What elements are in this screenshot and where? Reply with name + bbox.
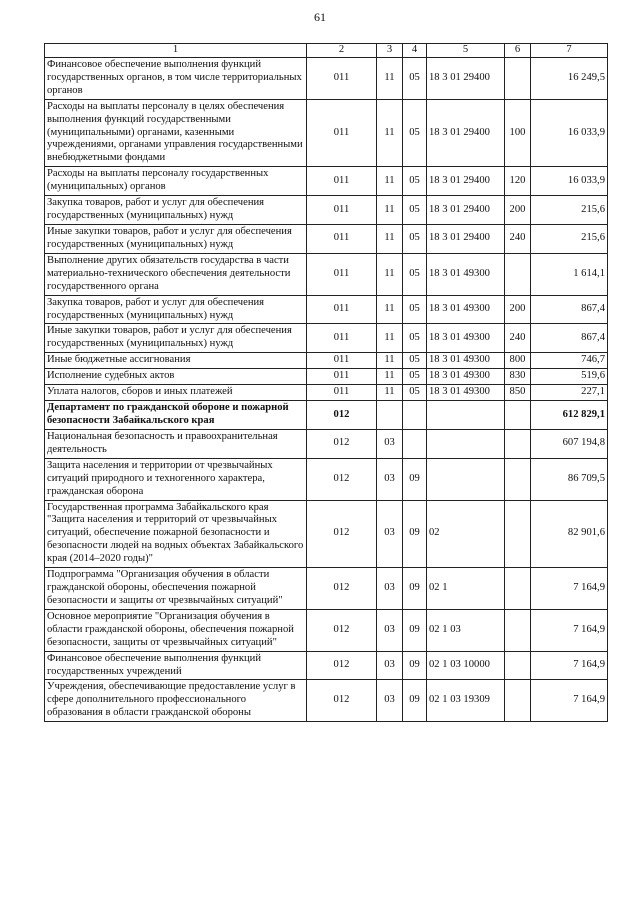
expense-name: Расходы на выплаты персоналу государственных (муниципальных) органов [45,167,307,196]
table-row [45,224,608,253]
target-article-code: 18 3 01 49300 [427,295,505,324]
table-row [45,651,608,680]
budget-table [44,43,608,722]
subsection-code: 09 [403,500,427,568]
target-article-code: 18 3 01 29400 [427,224,505,253]
amount: 215,6 [531,224,608,253]
expense-type-code [505,458,531,500]
expense-name: Основное мероприятие "Организация обучения в области гражданской обороны, обеспечения пожарной безопасности, защиты от чрезвычайных ситуаций" [45,609,307,651]
ministry-code: 012 [307,568,377,610]
section-code: 11 [377,353,403,369]
section-code: 03 [377,609,403,651]
subsection-code: 09 [403,609,427,651]
expense-name: Финансовое обеспечение выполнения функций государственных органов, в том числе территориальных органов [45,57,307,99]
table-row [45,253,608,295]
section-code: 11 [377,57,403,99]
expense-type-code [505,57,531,99]
header-col-2: 2 [307,44,377,58]
section-code: 11 [377,253,403,295]
ministry-code: 011 [307,295,377,324]
section-code: 03 [377,651,403,680]
target-article-code [427,458,505,500]
table-body [45,57,608,721]
subsection-code: 05 [403,295,427,324]
ministry-code: 012 [307,651,377,680]
expense-name: Расходы на выплаты персоналу в целях обеспечения выполнения функций государственными (муниципальными) органами, казенными учреждениями, органами управления государственными внебюджетными фондами [45,99,307,167]
table-row [45,680,608,722]
header-col-5: 5 [427,44,505,58]
expense-type-code: 830 [505,369,531,385]
header-col-6: 6 [505,44,531,58]
target-article-code: 18 3 01 29400 [427,57,505,99]
ministry-code: 011 [307,253,377,295]
expense-name: Учреждения, обеспечивающие предоставление услуг в сфере дополнительного профессионального образования в области гражданской обороны [45,680,307,722]
target-article-code: 02 1 03 10000 [427,651,505,680]
expense-name: Иные закупки товаров, работ и услуг для обеспечения государственных (муниципальных) нужд [45,324,307,353]
subsection-code: 05 [403,167,427,196]
expense-type-code: 240 [505,224,531,253]
table-row [45,609,608,651]
ministry-code: 011 [307,324,377,353]
expense-type-code: 120 [505,167,531,196]
subsection-code: 05 [403,196,427,225]
expense-type-code [505,680,531,722]
table-row [45,369,608,385]
section-code: 11 [377,99,403,167]
subsection-code: 05 [403,99,427,167]
table-row [45,458,608,500]
table-row [45,401,608,430]
section-code: 11 [377,385,403,401]
expense-type-code [505,429,531,458]
ministry-code: 012 [307,458,377,500]
subsection-code: 05 [403,385,427,401]
expense-name: Национальная безопасность и правоохранительная деятельность [45,429,307,458]
subsection-code: 05 [403,369,427,385]
expense-name: Департамент по гражданской обороне и пожарной безопасности Забайкальского края [45,401,307,430]
subsection-code [403,401,427,430]
table-row [45,295,608,324]
expense-name: Исполнение судебных актов [45,369,307,385]
table-row [45,196,608,225]
section-code [377,401,403,430]
expense-name: Финансовое обеспечение выполнения функций государственных учреждений [45,651,307,680]
target-article-code: 02 1 [427,568,505,610]
amount: 1 614,1 [531,253,608,295]
table-row [45,167,608,196]
expense-type-code: 100 [505,99,531,167]
expense-name: Государственная программа Забайкальского края "Защита населения и территорий от чрезвычайных ситуаций, обеспечение пожарной безопасности и безопасности людей на водных объектах Забайкальского края (2014–2020 годы)" [45,500,307,568]
header-col-4: 4 [403,44,427,58]
ministry-code: 011 [307,167,377,196]
ministry-code: 011 [307,224,377,253]
table-row [45,429,608,458]
target-article-code: 18 3 01 49300 [427,324,505,353]
ministry-code: 011 [307,353,377,369]
amount: 7 164,9 [531,609,608,651]
ministry-code: 011 [307,196,377,225]
header-col-3: 3 [377,44,403,58]
target-article-code: 02 [427,500,505,568]
target-article-code: 18 3 01 49300 [427,353,505,369]
amount: 867,4 [531,324,608,353]
target-article-code: 02 1 03 [427,609,505,651]
ministry-code: 011 [307,99,377,167]
section-code: 03 [377,680,403,722]
ministry-code: 011 [307,57,377,99]
table-row [45,500,608,568]
subsection-code: 05 [403,353,427,369]
table-row [45,324,608,353]
expense-type-code [505,401,531,430]
expense-name: Закупка товаров, работ и услуг для обеспечения государственных (муниципальных) нужд [45,196,307,225]
section-code: 11 [377,167,403,196]
target-article-code: 18 3 01 29400 [427,167,505,196]
target-article-code: 18 3 01 49300 [427,385,505,401]
target-article-code: 18 3 01 29400 [427,99,505,167]
expense-name: Выполнение других обязательств государства в части материально-технического обеспечения деятельности государственного органа [45,253,307,295]
amount: 607 194,8 [531,429,608,458]
subsection-code: 05 [403,224,427,253]
expense-type-code: 800 [505,353,531,369]
amount: 746,7 [531,353,608,369]
subsection-code: 05 [403,57,427,99]
expense-type-code: 850 [505,385,531,401]
target-article-code: 02 1 03 19309 [427,680,505,722]
expense-type-code: 200 [505,196,531,225]
ministry-code: 011 [307,369,377,385]
expense-type-code [505,253,531,295]
ministry-code: 012 [307,609,377,651]
subsection-code: 05 [403,253,427,295]
header-col-7: 7 [531,44,608,58]
amount: 86 709,5 [531,458,608,500]
expense-type-code [505,568,531,610]
amount: 227,1 [531,385,608,401]
amount: 16 033,9 [531,167,608,196]
table-row [45,57,608,99]
target-article-code: 18 3 01 49300 [427,369,505,385]
amount: 16 249,5 [531,57,608,99]
table-row [45,385,608,401]
expense-name: Иные бюджетные ассигнования [45,353,307,369]
expense-name: Уплата налогов, сборов и иных платежей [45,385,307,401]
header-row [45,44,608,58]
target-article-code: 18 3 01 29400 [427,196,505,225]
subsection-code: 09 [403,458,427,500]
amount: 612 829,1 [531,401,608,430]
amount: 7 164,9 [531,568,608,610]
amount: 7 164,9 [531,680,608,722]
expense-name: Защита населения и территории от чрезвычайных ситуаций природного и техногенного характера, гражданская оборона [45,458,307,500]
ministry-code: 012 [307,680,377,722]
amount: 7 164,9 [531,651,608,680]
subsection-code: 05 [403,324,427,353]
ministry-code: 011 [307,385,377,401]
expense-type-code [505,500,531,568]
expense-type-code: 200 [505,295,531,324]
target-article-code [427,429,505,458]
amount: 82 901,6 [531,500,608,568]
expense-name: Закупка товаров, работ и услуг для обеспечения государственных (муниципальных) нужд [45,295,307,324]
subsection-code [403,429,427,458]
amount: 867,4 [531,295,608,324]
target-article-code [427,401,505,430]
target-article-code: 18 3 01 49300 [427,253,505,295]
amount: 519,6 [531,369,608,385]
section-code: 11 [377,196,403,225]
ministry-code: 012 [307,429,377,458]
section-code: 03 [377,500,403,568]
expense-name: Иные закупки товаров, работ и услуг для обеспечения государственных (муниципальных) нужд [45,224,307,253]
ministry-code: 012 [307,401,377,430]
section-code: 03 [377,568,403,610]
section-code: 03 [377,458,403,500]
table-row [45,99,608,167]
header-col-1: 1 [45,44,307,58]
table-row [45,353,608,369]
section-code: 03 [377,429,403,458]
expense-type-code [505,651,531,680]
section-code: 11 [377,324,403,353]
subsection-code: 09 [403,568,427,610]
table-row [45,568,608,610]
section-code: 11 [377,224,403,253]
page-number: 61 [314,10,326,24]
amount: 215,6 [531,196,608,225]
expense-type-code [505,609,531,651]
amount: 16 033,9 [531,99,608,167]
expense-type-code: 240 [505,324,531,353]
section-code: 11 [377,369,403,385]
section-code: 11 [377,295,403,324]
expense-name: Подпрограмма "Организация обучения в области гражданской обороны, обеспечения пожарной безопасности и защиты от чрезвычайных ситуаций" [45,568,307,610]
subsection-code: 09 [403,651,427,680]
ministry-code: 012 [307,500,377,568]
subsection-code: 09 [403,680,427,722]
